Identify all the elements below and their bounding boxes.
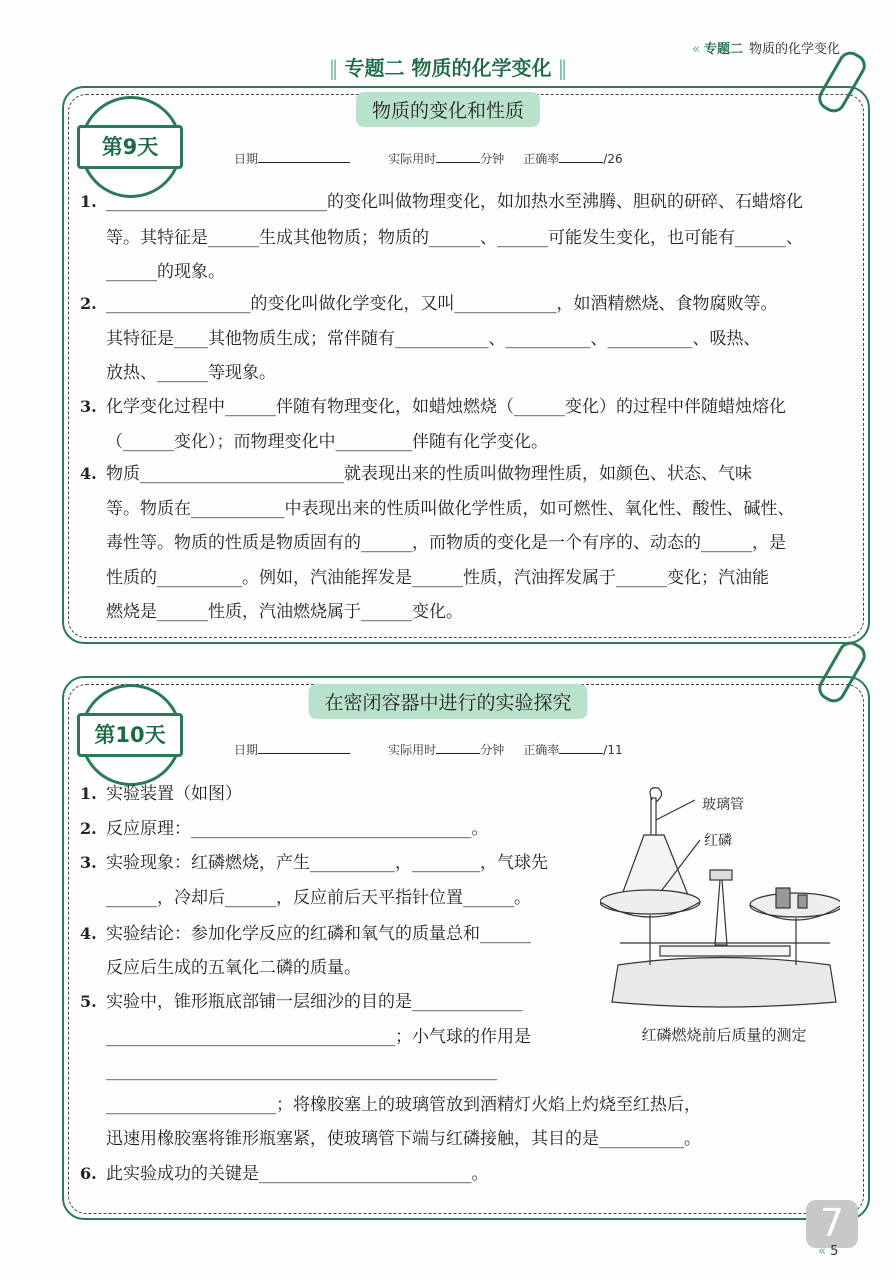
question-line: 毒性等。物质的性质是物质固有的______，而物质的变化是一个有序的、动态的______，是	[106, 533, 786, 553]
question-line: ____________________；将橡胶塞上的玻璃管放到酒精灯火焰上灼烧至红热后，	[106, 1095, 701, 1115]
question-line: 实验装置（如图）	[106, 784, 242, 804]
question-number: 1.	[80, 192, 97, 211]
running-header-topic: 专题二	[703, 42, 743, 57]
chapter-title: ‖ 专题二 物质的化学变化 ‖	[328, 56, 568, 80]
meta-row: 日期 实际用时 分钟 正确率 /11	[234, 743, 623, 757]
question-line: ______，冷却后______，反应前后天平指针位置______。	[106, 888, 531, 908]
question-line: 其特征是____其他物质生成；常伴随有___________、__________、__________、吸热、	[106, 329, 761, 349]
question-line: 性质的__________。例如，汽油能挥发是______性质，汽油挥发属于______变化；汽油能	[106, 568, 769, 588]
question-line: __________________________的变化叫做物理变化，如加热水至沸腾、胆矾的研碎、石蜡熔化	[106, 192, 803, 212]
question-number: 6.	[80, 1164, 97, 1183]
figure-caption: 红磷燃烧前后质量的测定	[641, 1026, 807, 1044]
question-number: 5.	[80, 992, 97, 1011]
question-line: ______的现象。	[106, 262, 225, 282]
question-line: _________________的变化叫做化学变化，又叫____________，如酒精燃烧、食物腐败等。	[106, 294, 778, 314]
question-line: 反应原理：_________________________________。	[106, 819, 489, 839]
question-line: 化学变化过程中______伴随有物理变化，如蜡烛燃烧（______变化）的过程中伴随蜡烛熔化	[106, 397, 786, 417]
section-heading: 在密闭容器中进行的实验探究	[308, 684, 587, 719]
question-number: 3.	[80, 397, 97, 416]
section-heading: 物质的变化和性质	[356, 92, 540, 127]
day-badge: 第10天	[80, 684, 182, 786]
question-line: 物质________________________就表现出来的性质叫做物理性质，如颜色、状态、气味	[106, 464, 752, 484]
question-number: 2.	[80, 819, 97, 838]
question-line: ______________________________________________	[106, 1061, 497, 1081]
question-line: __________________________________；小气球的作用是	[106, 1027, 531, 1047]
page-number: « 5	[818, 1244, 839, 1259]
question-number: 2.	[80, 294, 97, 313]
question-line: 反应后生成的五氧化二磷的质量。	[106, 958, 361, 978]
question-line: （______变化）；而物理变化中_________伴随有化学变化。	[106, 432, 548, 452]
figure-label-red-phosphorus: 红磷	[704, 833, 732, 849]
question-number: 3.	[80, 853, 97, 872]
question-number: 4.	[80, 464, 97, 483]
question-line: 燃烧是______性质，汽油燃烧属于______变化。	[106, 602, 463, 622]
question-line: 实验结论：参加化学反应的红磷和氧气的质量总和______	[106, 924, 531, 944]
question-line: 放热、______等现象。	[106, 363, 276, 383]
page-badge: 7	[806, 1200, 858, 1248]
day-badge: 第9天	[80, 96, 182, 198]
question-number: 4.	[80, 924, 97, 943]
figure-label-glass-tube: 玻璃管	[702, 797, 744, 813]
question-number: 1.	[80, 784, 97, 803]
question-line: 此实验成功的关键是_________________________。	[106, 1164, 489, 1184]
question-line: 迅速用橡胶塞将锥形瓶塞紧，使玻璃管下端与红磷接触，其目的是__________。	[106, 1129, 701, 1149]
balance-scale-figure	[600, 780, 840, 1020]
question-line: 等。其特征是______生成其他物质；物质的______、______可能发生变化，也可能有______、	[106, 228, 803, 248]
running-header-subject: 物质的化学变化	[748, 42, 840, 57]
question-line: 实验中，锥形瓶底部铺一层细沙的目的是_____________	[106, 992, 523, 1012]
double-chevron-icon: «	[692, 42, 700, 57]
meta-row: 日期 实际用时 分钟 正确率 /26	[234, 152, 623, 166]
question-line: 等。物质在___________中表现出来的性质叫做化学性质，如可燃性、氧化性、酸性、碱性、	[106, 499, 795, 519]
question-line: 实验现象：红磷燃烧，产生__________，________，气球先	[106, 853, 548, 873]
